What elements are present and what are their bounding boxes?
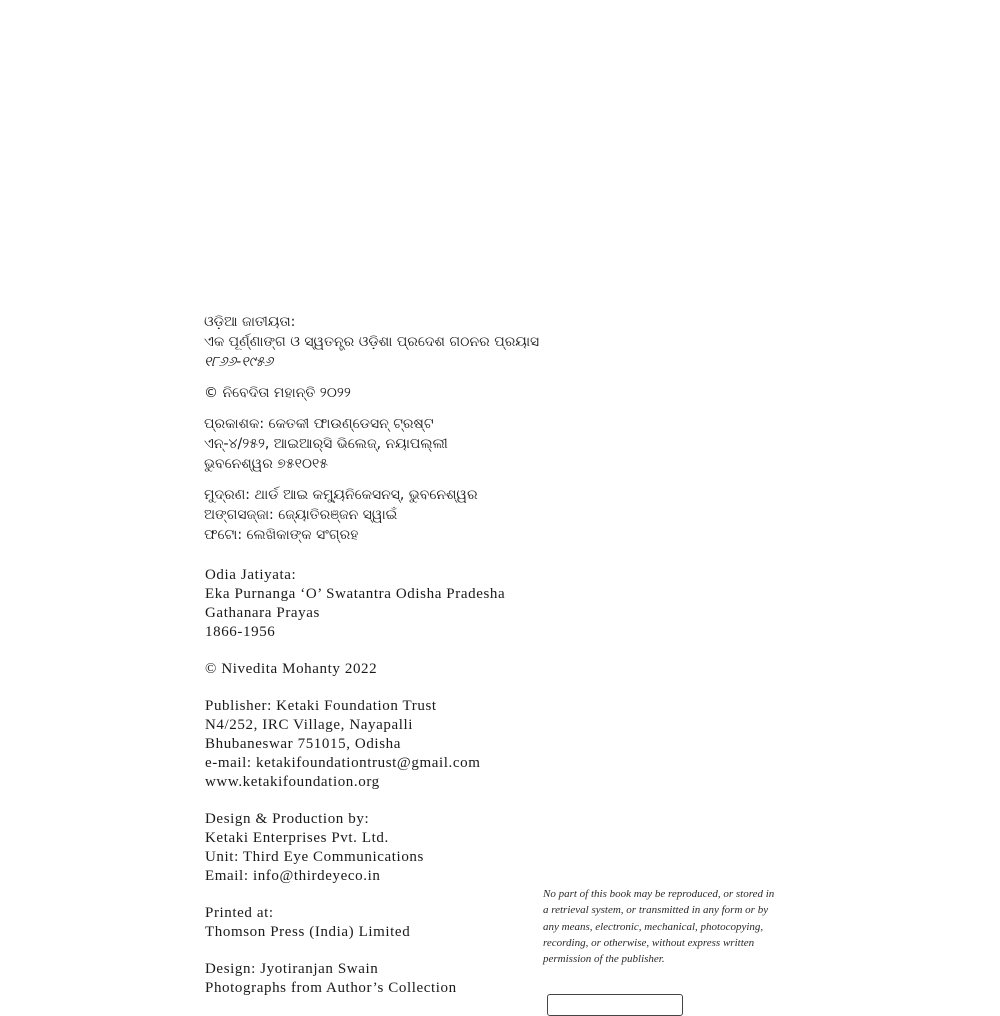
odia-title-line: ଓଡ଼ିଆ ଜାତୀୟତା: [204, 314, 296, 330]
english-photo-line: Photographs from Author’s Collection [205, 980, 457, 996]
english-copyright-group [205, 660, 545, 679]
isbn-box-partial [547, 994, 683, 1016]
odia-years-line: ୧୮୬୬-୧୯୫୬ [204, 354, 274, 370]
english-production-email: Email: info@thirdeyeco.in [205, 868, 381, 884]
odia-printing-line: ମୁଦ୍ରଣ: ଥାର୍ଡ ଆଇ କମ୍ୟୁନିକେସନସ୍, ଭୁବନେଶ୍ୱର [204, 487, 478, 503]
english-production-company: Ketaki Enterprises Pvt. Ltd. [205, 830, 389, 846]
odia-city-line: ଭୁବନେଶ୍ୱର ୭୫୧୦୧୫ [204, 456, 329, 472]
english-title-line: Odia Jatiyata: [205, 567, 297, 583]
rights-notice [543, 886, 803, 967]
rights-notice-line: any means, electronic, mechanical, photocopying, [543, 920, 764, 933]
english-design-line: Design: Jyotiranjan Swain [205, 961, 379, 977]
odia-publisher-line: ପ୍ରକାଶକ: କେତକୀ ଫାଉଣ୍ଡେସନ୍ ଟ୍ରଷ୍ଟ [204, 416, 434, 432]
odia-subtitle-line: ଏକ ପୂର୍ଣ୍ଣାଙ୍ଗ ଓ ସ୍ୱତନ୍ତ୍ର ଓଡ଼ିଶା ପ୍ରଦେଶ ଗଠନର ପ୍ରୟାସ [204, 334, 540, 350]
english-copyright-line: © Nivedita Mohanty 2022 [205, 661, 378, 677]
english-email-line: e-mail: ketakifoundationtrust@gmail.com [205, 755, 481, 771]
odia-photo-line: ଫଟୋ: ଲେଖିକାଙ୍କ ସଂଗ୍ରହ [204, 527, 359, 543]
english-imprint-block [205, 566, 545, 1016]
english-years-line: 1866-1956 [205, 624, 276, 640]
rights-notice-line: a retrieval system, or transmitted in any form or by [543, 904, 769, 917]
english-printer-group [205, 904, 545, 942]
odia-copyright-group [204, 383, 524, 403]
english-publisher-group [205, 697, 545, 792]
odia-design-line: ଅଙ୍ଗସଜ୍ଜା: ଜ୍ୟୋତିରଞ୍ଜନ ସ୍ୱାଇଁ [204, 507, 398, 523]
rights-notice-line: recording, or otherwise, without express written [543, 936, 755, 949]
english-printer-heading: Printed at: [205, 905, 274, 921]
odia-credits-group [204, 485, 524, 545]
english-website-line: www.ketakifoundation.org [205, 774, 380, 790]
odia-copyright-line: © ନିବେଦିତା ମହାନ୍ତି ୨୦୨୨ [204, 385, 351, 401]
english-printer-name: Thomson Press (India) Limited [205, 924, 411, 940]
odia-publisher-group [204, 414, 524, 474]
english-subtitle-line: Gathanara Prayas [205, 605, 320, 621]
english-address-line: N4/252, IRC Village, Nayapalli [205, 717, 414, 733]
english-production-unit: Unit: Third Eye Communications [205, 849, 424, 865]
english-design-group [205, 960, 545, 998]
rights-notice-line: permission of the publisher. [543, 953, 665, 966]
english-production-heading: Design & Production by: [205, 811, 370, 827]
english-city-line: Bhubaneswar 751015, Odisha [205, 736, 401, 752]
english-publisher-line: Publisher: Ketaki Foundation Trust [205, 698, 437, 714]
odia-address-line: ଏନ୍-୪/୨୫୨, ଆଇଆର୍‌ସି ଭିଲେଜ୍, ନୟାପଲ୍ଲୀ [204, 436, 448, 452]
odia-imprint-block [204, 312, 540, 556]
english-production-group [205, 810, 545, 886]
rights-notice-line: No part of this book may be reproduced, or stored in [543, 888, 775, 900]
odia-title-group [204, 312, 540, 372]
english-subtitle-line: Eka Purnanga ‘O’ Swatantra Odisha Pradesha [205, 586, 506, 602]
english-title-group [205, 566, 545, 642]
